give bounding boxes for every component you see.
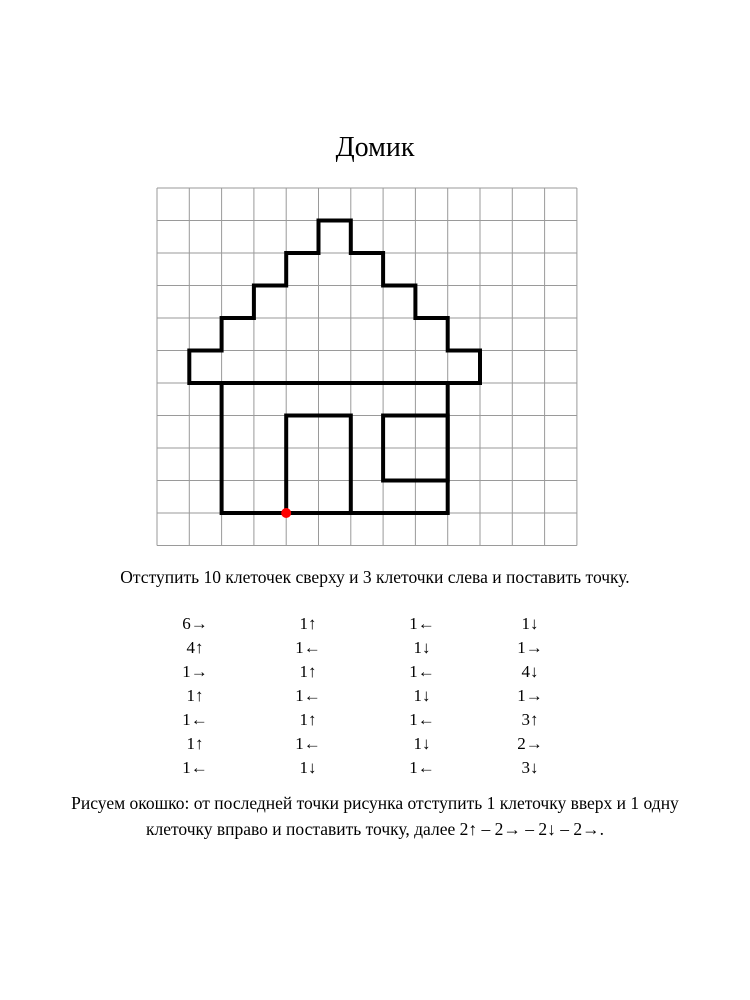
start-instruction: Отступить 10 клеточек сверху и 3 клеточки слева и поставить точку. — [120, 567, 630, 587]
step-cell: 1↓ — [413, 686, 431, 705]
step-cell: 1← — [182, 758, 208, 777]
step-cell: 1↓ — [299, 758, 317, 777]
step-cell: 3↑ — [521, 710, 539, 729]
step-cell: 1↓ — [413, 638, 431, 657]
page-title: Домик — [335, 132, 415, 163]
step-cell: 1↑ — [299, 614, 317, 633]
step-cell: 1← — [182, 710, 208, 729]
step-cell: 3↓ — [521, 758, 539, 777]
step-cell: 1↓ — [413, 734, 431, 753]
step-cell: 1↓ — [521, 614, 539, 633]
house-outline — [189, 221, 480, 514]
step-cell: 2→ — [517, 734, 543, 753]
step-cell: 1← — [409, 710, 435, 729]
step-cell: 6→ — [182, 614, 208, 633]
step-cell: 1→ — [517, 686, 543, 705]
step-cell: 4↓ — [521, 662, 539, 681]
step-cell: 1← — [409, 662, 435, 681]
step-cell: 1→ — [517, 638, 543, 657]
step-cell: 4↑ — [186, 638, 204, 657]
step-cell: 1← — [409, 614, 435, 633]
start-dot — [281, 508, 291, 518]
window-instruction: Рисуем окошко: от последней точки рисунка отступить 1 клеточку вверх и 1 одну клеточку вправо и поставить точку, далее 2↑ – 2→ – 2↓ – 2→. — [71, 793, 679, 839]
step-cell: 1← — [409, 758, 435, 777]
step-cell: 1→ — [182, 662, 208, 681]
step-cell: 1↑ — [299, 662, 317, 681]
step-table — [0, 612, 750, 787]
step-cell: 1← — [295, 638, 321, 657]
step-cell: 1↑ — [299, 710, 317, 729]
step-cell: 1← — [295, 686, 321, 705]
step-cell: 1↑ — [186, 734, 204, 753]
step-cell: 1↑ — [186, 686, 204, 705]
step-cell: 1← — [295, 734, 321, 753]
